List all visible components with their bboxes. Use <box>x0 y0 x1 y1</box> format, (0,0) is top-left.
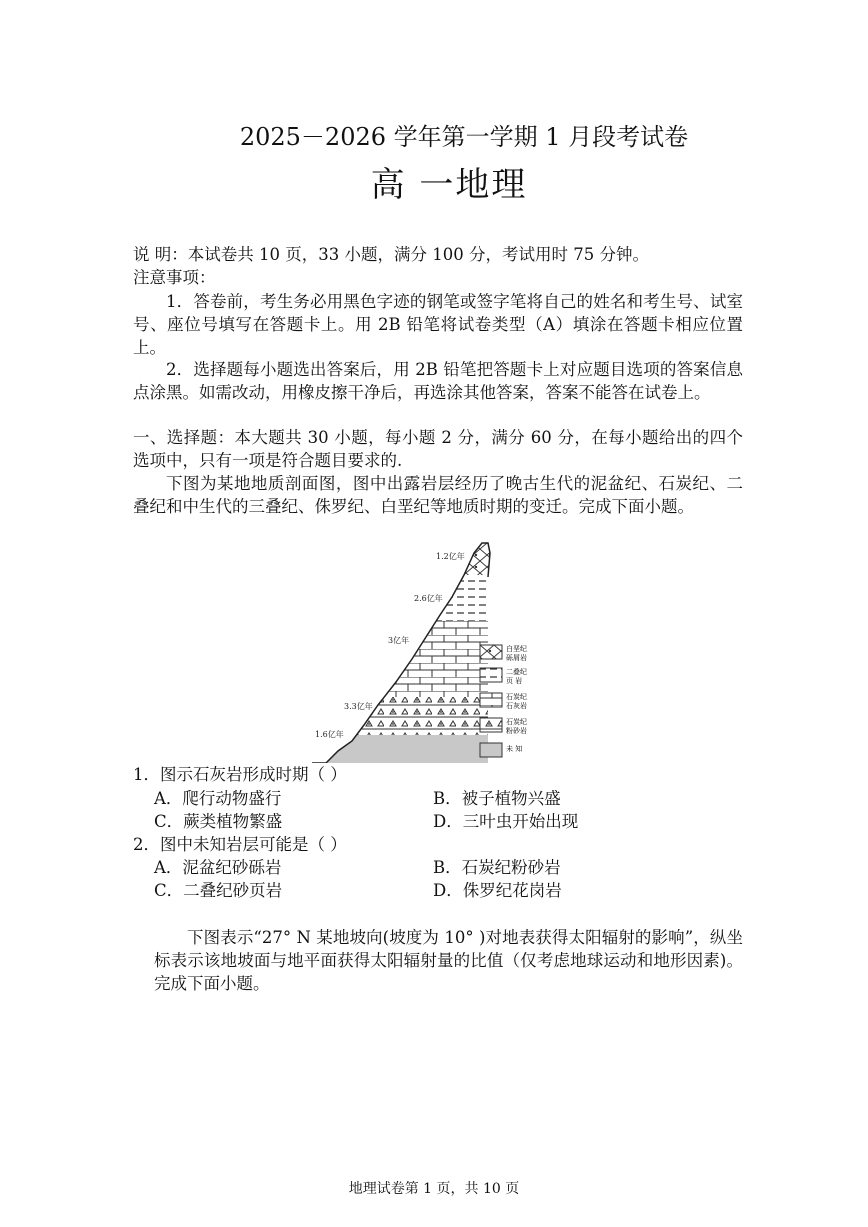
age-label: 1.6亿年 <box>315 730 344 739</box>
exam-title: 2025－2026 学年第一学期 1 月段考试卷 <box>239 123 689 151</box>
legend-label: 石炭纪 <box>506 718 527 726</box>
legend-label: 二叠纪 <box>506 668 527 676</box>
layer-unknown <box>312 735 490 763</box>
age-label: 2.6亿年 <box>414 594 443 603</box>
legend-swatch-siltstone <box>480 718 502 732</box>
subject-title: 高 一地理 <box>370 165 528 205</box>
page-footer: 地理试卷第 1 页，共 10 页 <box>348 1181 520 1197</box>
legend-swatch-unknown <box>480 743 502 757</box>
age-label: 1.2亿年 <box>436 552 465 561</box>
question-1-option-d: D．三叶虫开始出现 <box>433 812 579 831</box>
instruction-item-1: 1．答卷前，考生务必用黑色字迹的钢笔或签字笔将自己的姓名和考生号、试室号、座位号填写在答题卡上。用 2B 铅笔将试卷类型（A）填涂在答题卡相应位置上。 <box>133 292 743 357</box>
question-1-option-b: B．被子植物兴盛 <box>433 789 561 808</box>
question-2-option-a: A．泥盆纪砂砾岩 <box>154 858 282 877</box>
question-1-stem: 1．图示石灰岩形成时期（ ） <box>133 765 347 784</box>
legend-label: 未 知 <box>506 745 523 753</box>
question-2-option-b: B．石炭纪粉砂岩 <box>433 858 561 877</box>
geologic-cross-section-figure <box>312 537 550 763</box>
legend-label: 砾屑岩 <box>506 654 527 662</box>
layer-shale <box>312 575 490 621</box>
instructions-note: 说 明：本试卷共 10 页，33 小题，满分 100 分，考试用时 75 分钟。 <box>133 245 649 264</box>
instruction-item-2: 2．选择题每小题选出答案后，用 2B 铅笔把答题卡上对应题目选项的答案信息点涂黑。如需改动，用橡皮擦干净后，再选涂其他答案，答案不能答在试卷上。 <box>133 360 743 402</box>
question-1-option-a: A．爬行动物盛行 <box>154 789 282 808</box>
age-label: 3亿年 <box>388 636 410 645</box>
section1-intro: 下图为某地地质剖面图，图中出露岩层经历了晚古生代的泥盆纪、石炭纪、二叠纪和中生代的三叠纪、侏罗纪、白垩纪等地质时期的变迁。完成下面小题。 <box>133 474 743 516</box>
legend-swatch-shale <box>480 668 502 682</box>
question-2-option-d: D．侏罗纪花岗岩 <box>433 881 562 900</box>
section1-heading: 一、选择题：本大题共 30 小题，每小题 2 分，满分 60 分，在每小题给出的四个选项中，只有一项是符合题目要求的. <box>133 428 743 470</box>
question-2-stem: 2．图中未知岩层可能是（ ） <box>133 835 347 854</box>
legend-swatch-breccia <box>480 645 502 659</box>
age-label: 3.3亿年 <box>344 702 373 711</box>
legend-label: 石灰岩 <box>506 702 527 710</box>
cross-section-svg <box>312 537 550 763</box>
legend-label: 页 岩 <box>506 677 523 685</box>
legend-label: 石炭纪 <box>506 693 527 701</box>
legend-label: 白垩纪 <box>506 645 527 653</box>
layer-limestone <box>312 621 490 697</box>
question-1-option-c: C．蕨类植物繁盛 <box>154 812 283 831</box>
question-2-option-c: C．二叠纪砂页岩 <box>154 881 283 900</box>
section2-intro: 下图表示“27° N 某地坡向(坡度为 10° )对地表获得太阳辐射的影响”，纵坐标表示该地坡面与地平面获得太阳辐射量的比值（仅考虑地球运动和地形因素)。完成下面小题。 <box>154 928 743 993</box>
legend-swatch-limestone <box>480 693 502 707</box>
attention-heading: 注意事项： <box>133 268 216 287</box>
legend-label: 粉砂岩 <box>506 727 527 735</box>
